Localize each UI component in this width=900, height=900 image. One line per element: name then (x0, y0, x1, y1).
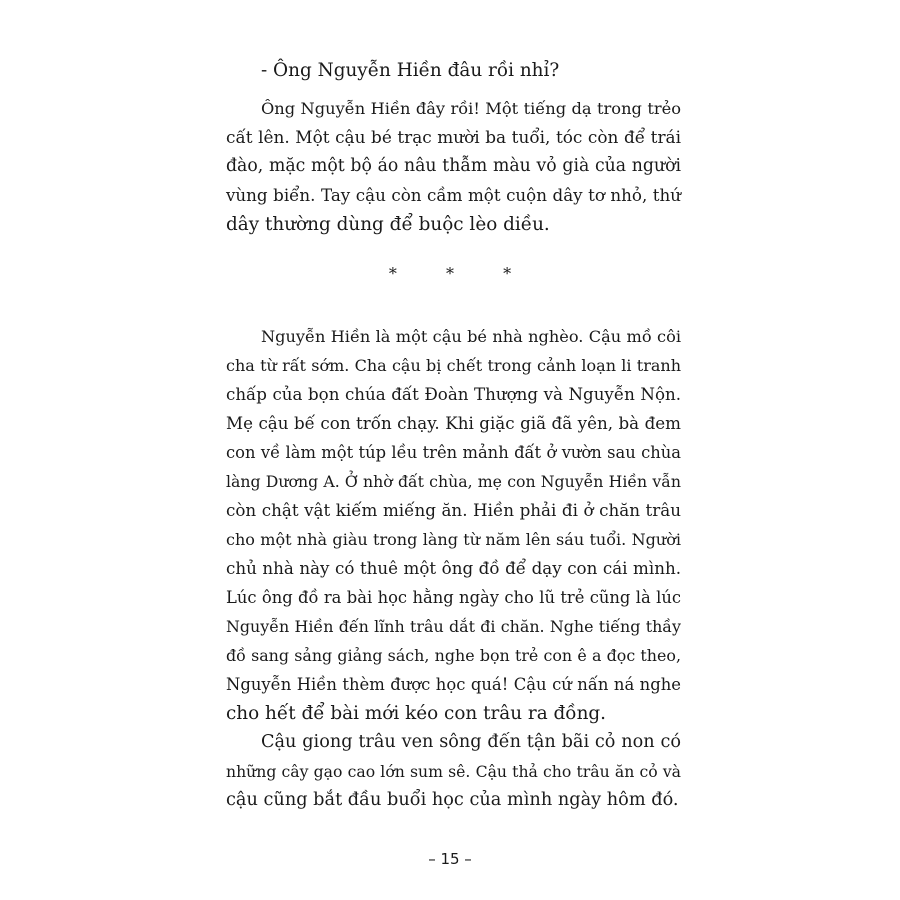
paragraph-line: cho hết để bài mới kéo con trâu ra đồng. (226, 703, 607, 724)
paragraph-line: chủ nhà này có thuê một ông đồ để dạy con cái mình. (226, 558, 681, 578)
dialogue-line: - Ông Nguyễn Hiền đâu rồi nhỉ? (261, 60, 560, 81)
paragraph-line: Nguyễn Hiền là một cậu bé nhà nghèo. Cậu mồ côi (261, 327, 681, 346)
paragraph-line: con về làm một túp lều trên mảnh đất ở vườn sau chùa (226, 443, 681, 462)
paragraph-line: dây thường dùng để buộc lèo diều. (226, 214, 550, 235)
paragraph-line: còn chật vật kiếm miếng ăn. Hiền phải đi ở chăn trâu (226, 500, 681, 520)
paragraph-line: đào, mặc một bộ áo nâu thẫm màu vỏ già của người (226, 156, 681, 176)
paragraph-line: Mẹ cậu bế con trốn chạy. Khi giặc giã đã yên, bà đem (226, 414, 681, 433)
paragraph-line: cho một nhà giàu trong làng từ năm lên sáu tuổi. Người (226, 530, 681, 549)
paragraph-line: đồ sang sảng giảng sách, nghe bọn trẻ con ê a đọc theo, (226, 646, 681, 665)
paragraph-line: Ông Nguyễn Hiền đây rồi! Một tiếng dạ trong trẻo (261, 99, 681, 118)
paragraph-line: Nguyễn Hiền đến lĩnh trâu dắt đi chăn. Nghe tiếng thầy (226, 617, 681, 636)
paragraph-2 (226, 322, 681, 728)
section-separator: * * * (388, 264, 534, 283)
paragraph-line: làng Dương A. Ở nhờ đất chùa, mẹ con Nguyễn Hiền vẫn (226, 472, 681, 491)
paragraph-1 (226, 94, 681, 239)
paragraph-line: Lúc ông đồ ra bài học hằng ngày cho lũ trẻ cũng là lúc (226, 588, 681, 607)
paragraph-line: vùng biển. Tay cậu còn cầm một cuộn dây tơ nhỏ, thứ (226, 185, 681, 205)
paragraph-line: chấp của bọn chúa đất Đoàn Thượng và Nguyễn Nộn. (226, 385, 681, 404)
paragraph-3 (226, 728, 681, 815)
paragraph-line: cha từ rất sớm. Cha cậu bị chết trong cảnh loạn li tranh (226, 356, 681, 375)
paragraph-line: những cây gạo cao lớn sum sê. Cậu thả cho trâu ăn cỏ và (226, 762, 681, 781)
paragraph-line: Cậu giong trâu ven sông đến tận bãi cỏ non có (261, 732, 681, 752)
paragraph-line: cậu cũng bắt đầu buổi học của mình ngày hôm đó. (226, 790, 679, 810)
page-number: – 15 – (428, 850, 472, 868)
paragraph-line: Nguyễn Hiền thèm được học quá! Cậu cứ nấn ná nghe (226, 675, 681, 694)
paragraph-line: cất lên. Một cậu bé trạc mười ba tuổi, tóc còn để trái (226, 127, 681, 147)
